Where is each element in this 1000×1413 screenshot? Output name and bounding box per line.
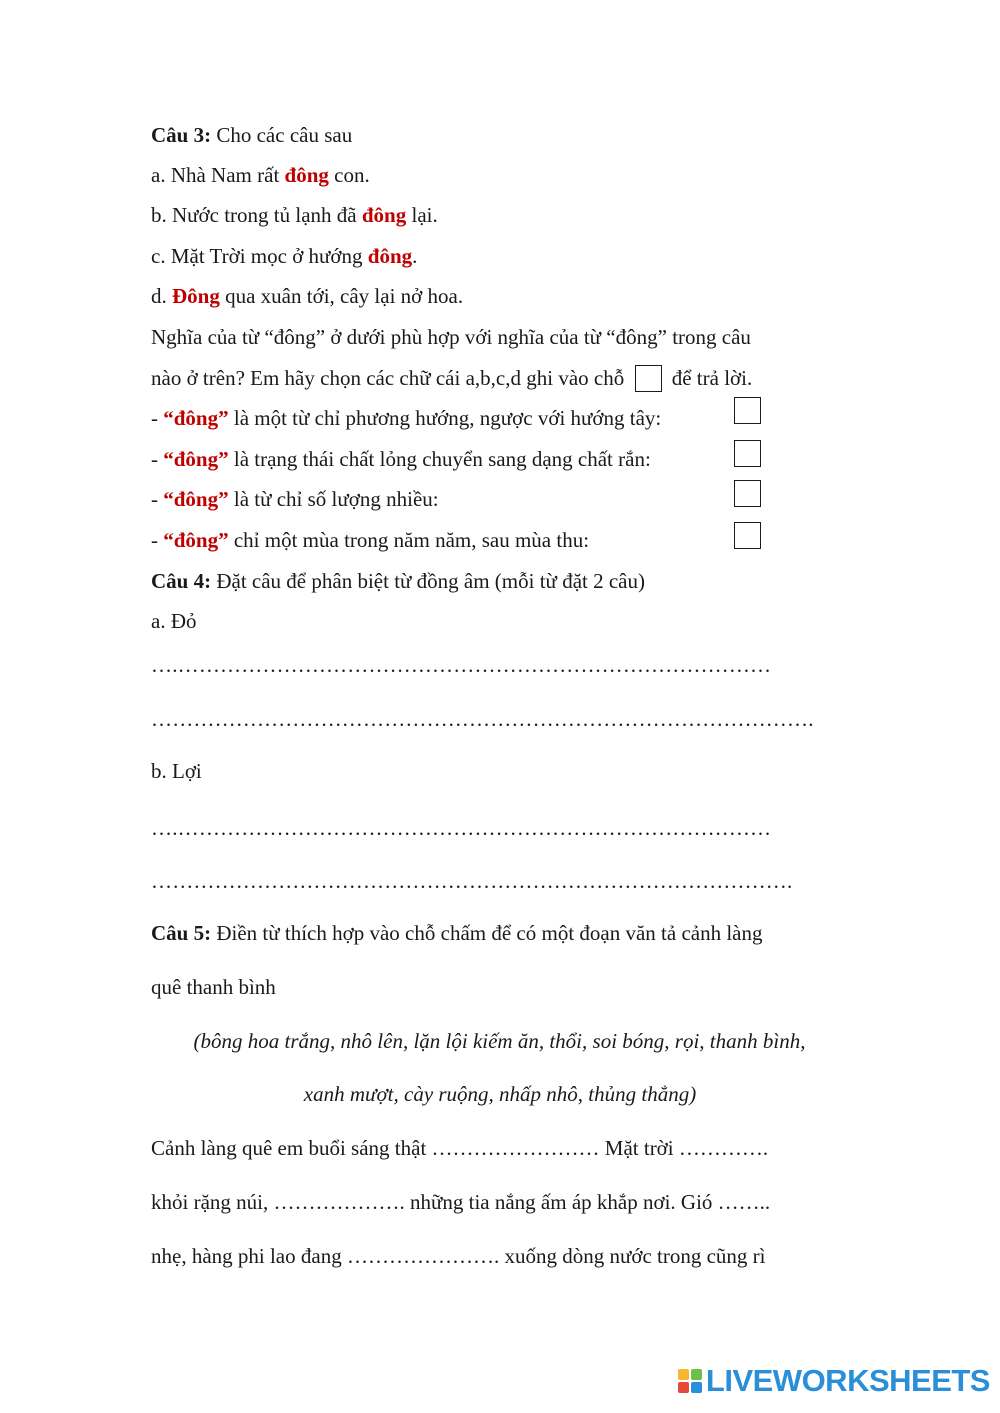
dash: - [151, 406, 164, 430]
q3-sentence-b [151, 202, 438, 228]
q5-paragraph-line3: nhẹ, hàng phi lao đang …………………. xuống dòng nước trong cũng rì [151, 1244, 766, 1268]
q3-meaning-2 [151, 446, 651, 472]
answer-box-3[interactable] [734, 480, 761, 507]
q3-meaning-1 [151, 405, 661, 431]
instruction-text: Nghĩa của từ “đông” ở dưới phù hợp với nghĩa của từ “đông” trong câu [151, 325, 751, 349]
q3-sentence-a [151, 162, 370, 188]
logo-blocks-icon [678, 1369, 702, 1393]
q5-title: Câu 5: [151, 921, 212, 945]
sentence-text: b. Nước trong tủ lạnh đã [151, 203, 362, 227]
q5-word-options-line2: xanh mượt, cày ruộng, nhấp nhô, thủng thẳng) [303, 1082, 697, 1106]
highlight-word: đông [361, 203, 407, 227]
answer-box-2[interactable] [734, 440, 761, 467]
highlight-word: “đông” [163, 528, 229, 552]
highlight-word: đông [367, 244, 413, 268]
q3-sentence-d [151, 283, 463, 309]
q5-paragraph-line2: khỏi rặng núi, ………………. những tia nắng ấm áp khắp nơi. Gió …….. [151, 1190, 771, 1214]
q4-a-answer-line-2[interactable]: …………………………………………………………………………………. [151, 707, 814, 731]
instruction-text: nào ở trên? Em hãy chọn các chữ cái a,b,c,d ghi vào chỗ [151, 366, 625, 390]
sentence-text: con. [328, 163, 370, 187]
sentence-text: c. Mặt Trời mọc ở hướng [151, 244, 368, 268]
q3-meaning-4 [151, 527, 589, 553]
meaning-text: chỉ một mùa trong năm năm, sau mùa thu: [228, 528, 590, 552]
q3-intro: Cho các câu sau [211, 123, 353, 147]
meaning-text: là từ chỉ số lượng nhiều: [228, 487, 439, 511]
q4-b-answer-line-1[interactable]: ….………………………………………………………………………… [151, 816, 772, 840]
dash: - [151, 447, 164, 471]
example-answer-box [635, 365, 662, 392]
sentence-text: d. [151, 284, 172, 308]
sentence-text: lại. [406, 203, 438, 227]
q4-title: Câu 4: [151, 569, 212, 593]
q5-paragraph-line1: Cảnh làng quê em buổi sáng thật …………………… Mặt trời …………. [151, 1136, 769, 1160]
logo-text: LIVEWORKSHEETS [705, 1363, 990, 1398]
q3-instruction-line1 [151, 324, 848, 350]
answer-box-1[interactable] [734, 397, 761, 424]
dash: - [151, 528, 164, 552]
highlight-word: “đông” [163, 447, 229, 471]
instruction-text: để trả lời. [666, 366, 753, 390]
answer-box-4[interactable] [734, 522, 761, 549]
liveworksheets-logo [678, 1363, 990, 1399]
highlight-word: Đông [172, 284, 220, 308]
highlight-word: đông [284, 163, 329, 187]
highlight-word: “đông” [163, 406, 229, 430]
q3-meaning-3 [151, 486, 439, 512]
q3-sentence-c [151, 243, 417, 269]
q4-heading [151, 568, 645, 594]
q5-intro-line2: quê thanh bình [151, 975, 276, 999]
highlight-word: “đông” [163, 487, 229, 511]
q5-intro: Điền từ thích hợp vào chỗ chấm để có một đoạn văn tả cảnh làng [211, 921, 763, 945]
q3-title: Câu 3: [151, 123, 212, 147]
sentence-text: a. Nhà Nam rất [151, 163, 285, 187]
sentence-text: qua xuân tới, cây lại nở hoa. [219, 284, 464, 308]
meaning-text: là trạng thái chất lỏng chuyển sang dạng chất rắn: [228, 447, 651, 471]
q4-b-answer-line-2[interactable]: ………………………………………………………………………………. [151, 869, 793, 893]
meaning-text: là một từ chỉ phương hướng, ngược với hướng tây: [228, 406, 662, 430]
q4-intro: Đặt câu để phân biệt từ đồng âm (mỗi từ đặt 2 câu) [211, 569, 645, 593]
q4-b-label: b. Lợi [151, 759, 202, 783]
q3-heading [151, 122, 352, 148]
sentence-text: . [412, 244, 418, 268]
q5-word-options-line1: (bông hoa trắng, nhô lên, lặn lội kiếm ăn, thổi, soi bóng, rọi, thanh bình, [193, 1029, 806, 1053]
dash: - [151, 487, 164, 511]
q5-heading [151, 920, 848, 946]
q4-a-label: a. Đỏ [151, 609, 197, 633]
q4-a-answer-line-1[interactable]: ….………………………………………………………………………… [151, 653, 772, 677]
q3-instruction-line2 [151, 365, 752, 394]
